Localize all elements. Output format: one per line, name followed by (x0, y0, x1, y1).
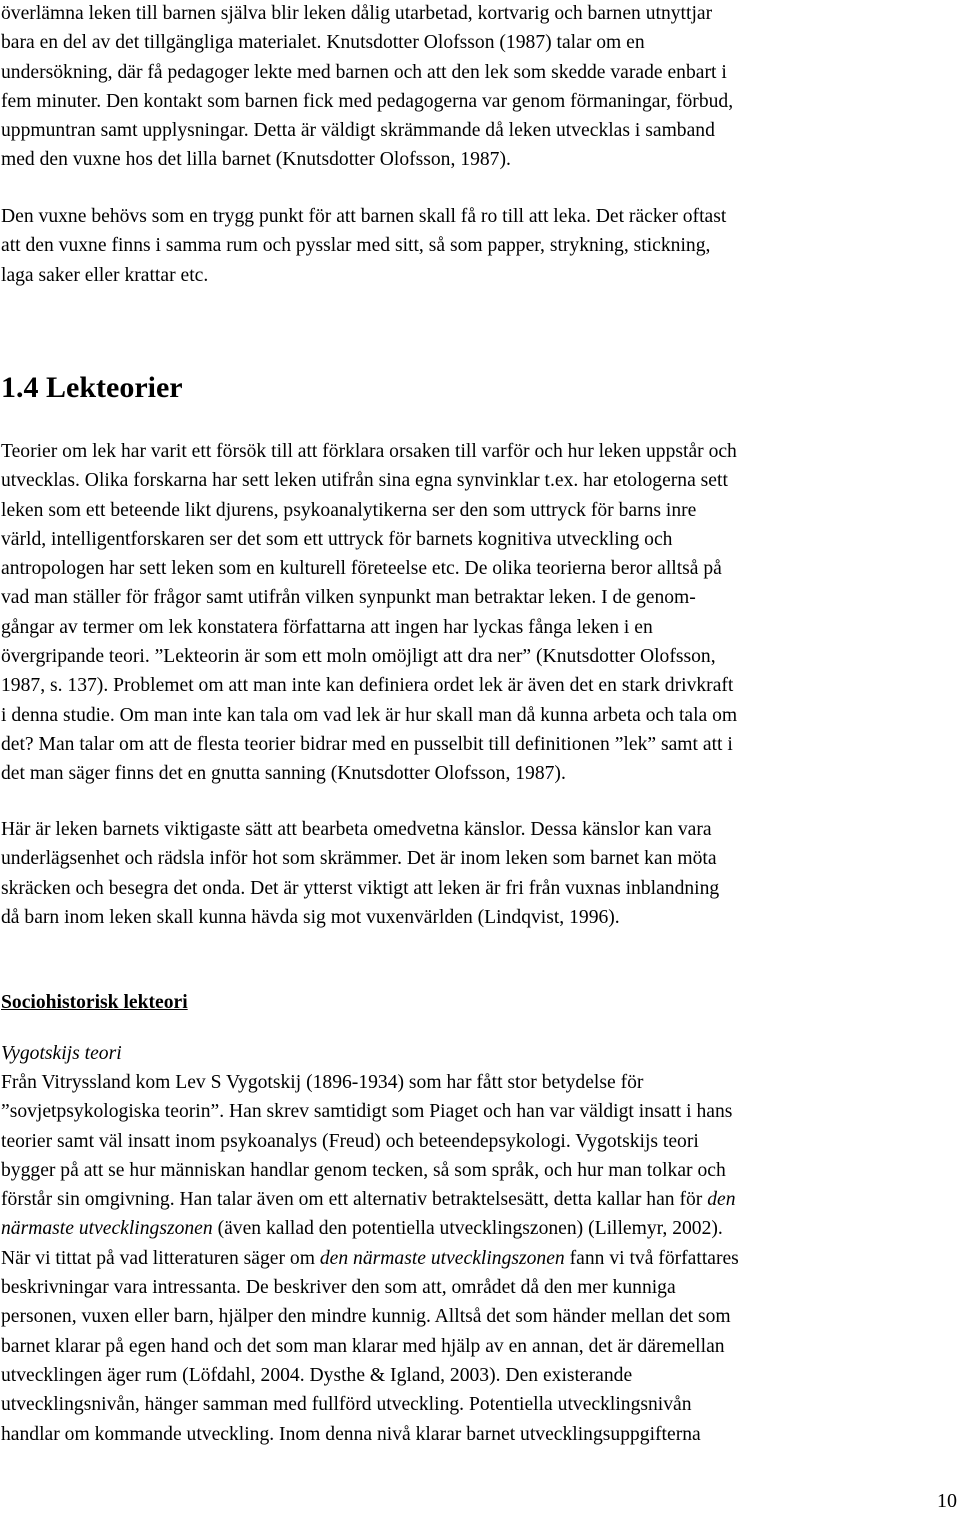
text-line: skräcken och besegra det onda. Det är ytterst viktigt att leken är fri från vuxnas inblandning (1, 877, 720, 899)
text-line: laga saker eller krattar etc. (1, 264, 209, 286)
heading-lekteorier: 1.4 Lekteorier (1, 371, 183, 404)
text-line: personen, vuxen eller barn, hjälper den mindre kunnig. Alltså det som händer mellan det som (1, 1306, 731, 1328)
text-line: Här är leken barnets viktigaste sätt att bearbeta omedvetna känslor. Dessa känslor kan vara (1, 819, 712, 840)
text-line (1, 1185, 955, 1214)
italic-term: närmaste utvecklingszonen (1, 1218, 213, 1240)
paragraph-adult-role-play (1, 0, 955, 175)
text-line: fem minuter. Den kontakt som barnen fick med pedagogerna var genom förmaningar, förbud, (1, 90, 734, 112)
text-segment: fann vi två författares (564, 1247, 739, 1269)
text-line: med den vuxne hos det lilla barnet (Knutsdotter Olofsson, 1987). (1, 149, 511, 171)
text-line: gångar av termer om lek konstatera författarna att ingen har lyckas fånga leken i en (1, 616, 653, 638)
text-line: värld, intelligentforskaren ser det som ett uttryck för barnets kognitiva utveckling och (1, 528, 673, 550)
paragraph-play-theories (1, 437, 957, 789)
paragraph-emotions (1, 815, 955, 932)
text-line: utvecklingsnivån, hänger samman med fullförd utveckling. Potentiella utvecklingsnivån (1, 1394, 692, 1416)
paragraph-vygotskij (1, 1068, 955, 1449)
text-line (1, 1214, 955, 1243)
text-line: antropologen har sett leken som en kulturell företeelse etc. De olika teorierna beror alltså på (1, 558, 722, 580)
text-line: då barn inom leken skall kunna hävda sig mot vuxenvärlden (Lindqvist, 1996). (1, 906, 620, 928)
text-line: Den vuxne behövs som en trygg punkt för att barnen skall få ro till att leka. Det räcker oftast (1, 206, 727, 227)
paragraph-safe-point (1, 202, 955, 290)
italic-term: den närmaste utvecklingszonen (319, 1247, 565, 1269)
text-line: teorier samt väl insatt inom psykoanalys (Freud) och beteendepsykologi. Vygotskijs teori (1, 1130, 699, 1152)
text-line: utvecklingen äger rum (Löfdahl, 2004. Dysthe & Igland, 2003). Den existerande (1, 1364, 633, 1386)
text-line: Teorier om lek har varit ett försök till att förklara orsaken till varför och hur leken uppstår och (1, 441, 737, 462)
text-line: överlämna leken till barnen själva blir leken dålig utarbetad, kortvarig och barnen utnyttjar (1, 3, 713, 24)
subheading-vygotskij: Vygotskijs teori (1, 1043, 122, 1064)
text-line: undersökning, där få pedagoger lekte med barnen och att den lek som skedde varade enbart i (1, 61, 727, 83)
text-line: det man säger finns det en gnutta sanning (Knutsdotter Olofsson, 1987). (1, 763, 566, 785)
text-line: övergripande teori. ”Lekteorin är som ett moln omöjligt att dra ner” (Knutsdotter Olofsson, (1, 646, 716, 668)
text-line: utvecklas. Olika forskarna har sett leken utifrån sina egna synvinklar t.ex. har etologerna sett (1, 470, 728, 492)
text-line: bygger på att se hur människan handlar genom tecken, så som språk, och hur man tolkar och (1, 1159, 726, 1181)
text-line: handlar om kommande utveckling. Inom denna nivå klarar barnet utvecklingsuppgifterna (1, 1423, 701, 1445)
page-number: 10 (937, 1490, 957, 1512)
text-line (1, 1244, 955, 1273)
text-line: beskrivningar vara intressanta. De beskriver den som att, området då den mer kunniga (1, 1277, 676, 1299)
italic-term: den (707, 1189, 736, 1211)
text-line: uppmuntran samt upplysningar. Detta är väldigt skrämmande då leken utvecklas i samband (1, 120, 715, 142)
section-heading-sociohistorisk: Sociohistorisk lekteori (1, 992, 188, 1013)
text-segment: När vi tittat på vad litteraturen säger om (1, 1247, 320, 1269)
text-line: leken som ett beteende likt djurens, psykoanalytikerna ser den som uttryck för barns inre (1, 499, 697, 521)
text-segment: förstår sin omgivning. Han talar även om ett alternativ betraktelsesätt, detta kallar han för (1, 1189, 703, 1211)
text-line: Från Vitryssland kom Lev S Vygotskij (1896-1934) som har fått stor betydelse för (1, 1072, 644, 1093)
text-line: att den vuxne finns i samma rum och pysslar med sitt, så som papper, strykning, stickning, (1, 235, 711, 257)
text-segment: (även kallad den potentiella utvecklingszonen) (Lillemyr, 2002). (212, 1218, 723, 1240)
text-line: det? Man talar om att de flesta teorier bidrar med en pusselbit till definitionen ”lek” samt att i (1, 733, 733, 755)
text-line: i denna studie. Om man inte kan tala om vad lek är hur skall man då kunna arbeta och tala om (1, 704, 738, 726)
text-line: ”sovjetpsykologiska teorin”. Han skrev samtidigt som Piaget och han var väldigt insatt i hans (1, 1101, 733, 1123)
text-line: barnet klarar på egen hand och det som man klarar med hjälp av en annan, det är däremellan (1, 1335, 725, 1357)
text-line: underlägsenhet och rädsla inför hot som skrämmer. Det är inom leken som barnet kan möta (1, 848, 717, 870)
text-line: 1987, s. 137). Problemet om att man inte kan definiera ordet lek är även det en stark drivkraft (1, 675, 734, 697)
text-line: vad man ställer för frågor samt utifrån vilken synpunkt man betraktar leken. I de genom- (1, 587, 696, 609)
text-line: bara en del av det tillgängliga materialet. Knutsdotter Olofsson (1987) talar om en (1, 32, 645, 54)
